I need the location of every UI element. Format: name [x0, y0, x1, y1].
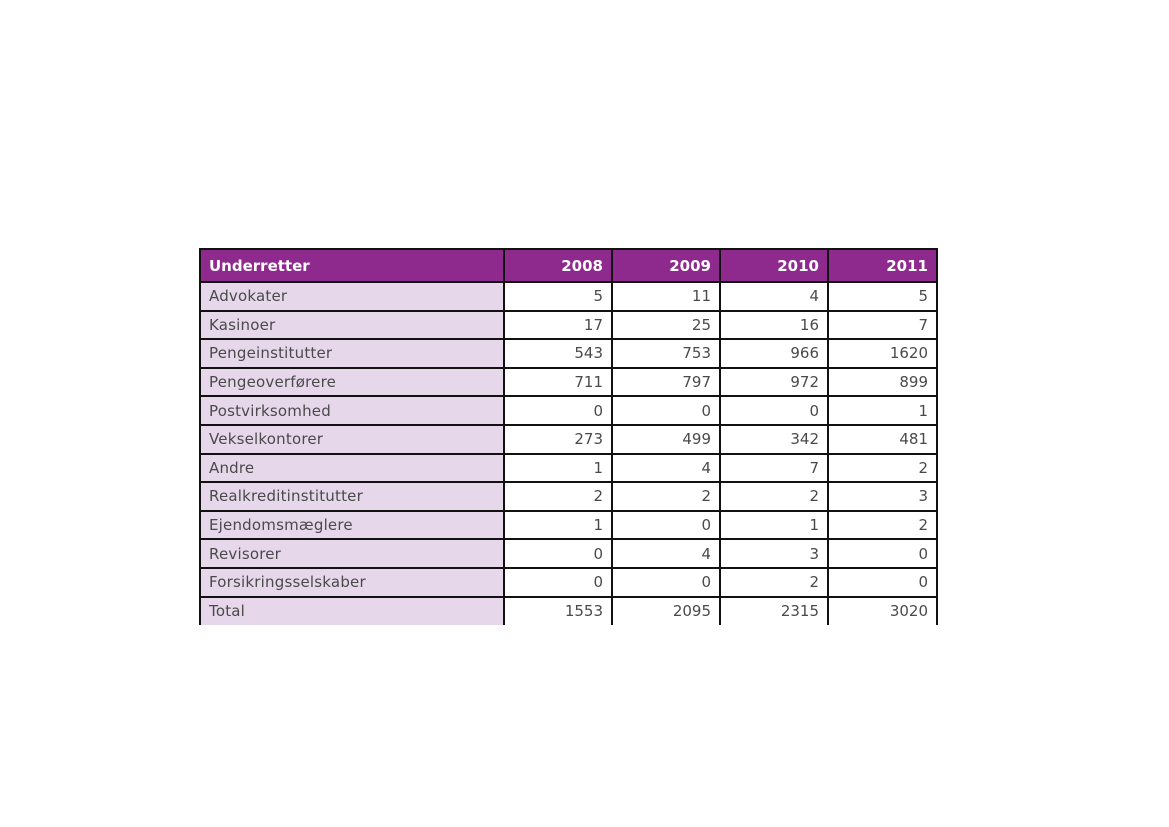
row-label: Advokater	[200, 282, 504, 311]
total-value: 1553	[504, 597, 612, 626]
total-row	[200, 597, 937, 626]
row-label: Ejendomsmæglere	[200, 511, 504, 540]
row-value: 0	[828, 539, 937, 568]
table-row	[200, 539, 937, 568]
row-label: Forsikringsselskaber	[200, 568, 504, 597]
row-value: 7	[720, 454, 828, 483]
table-row	[200, 368, 937, 397]
row-value: 1	[720, 511, 828, 540]
table-row	[200, 482, 937, 511]
row-value: 1	[504, 454, 612, 483]
header-row	[200, 249, 937, 282]
row-value: 342	[720, 425, 828, 454]
row-value: 5	[504, 282, 612, 311]
table-row	[200, 425, 937, 454]
row-value: 0	[612, 396, 720, 425]
header-label: Underretter	[200, 249, 504, 282]
row-value: 966	[720, 339, 828, 368]
row-value: 797	[612, 368, 720, 397]
row-value: 2	[612, 482, 720, 511]
row-value: 481	[828, 425, 937, 454]
table-row	[200, 454, 937, 483]
row-value: 16	[720, 311, 828, 340]
row-value: 1	[828, 396, 937, 425]
row-value: 2	[828, 511, 937, 540]
row-value: 7	[828, 311, 937, 340]
row-value: 1	[504, 511, 612, 540]
row-value: 0	[504, 396, 612, 425]
row-value: 25	[612, 311, 720, 340]
row-label: Kasinoer	[200, 311, 504, 340]
row-label: Andre	[200, 454, 504, 483]
row-label: Pengeoverførere	[200, 368, 504, 397]
row-value: 0	[828, 568, 937, 597]
total-value: 3020	[828, 597, 937, 626]
header-year: 2011	[828, 249, 937, 282]
row-value: 273	[504, 425, 612, 454]
row-value: 0	[612, 511, 720, 540]
row-value: 3	[720, 539, 828, 568]
row-label: Realkreditinstitutter	[200, 482, 504, 511]
row-value: 899	[828, 368, 937, 397]
table-row	[200, 568, 937, 597]
total-value: 2095	[612, 597, 720, 626]
row-label: Postvirksomhed	[200, 396, 504, 425]
row-value: 2	[828, 454, 937, 483]
total-label: Total	[200, 597, 504, 626]
row-label: Revisorer	[200, 539, 504, 568]
row-value: 11	[612, 282, 720, 311]
row-value: 4	[612, 454, 720, 483]
row-value: 543	[504, 339, 612, 368]
table-row	[200, 282, 937, 311]
row-value: 1620	[828, 339, 937, 368]
row-label: Vekselkontorer	[200, 425, 504, 454]
row-value: 4	[720, 282, 828, 311]
header-year: 2009	[612, 249, 720, 282]
table-row	[200, 511, 937, 540]
header-year: 2010	[720, 249, 828, 282]
table-row	[200, 339, 937, 368]
row-value: 2	[720, 482, 828, 511]
row-value: 0	[720, 396, 828, 425]
row-value: 972	[720, 368, 828, 397]
report-table	[199, 248, 938, 625]
row-label: Pengeinstitutter	[200, 339, 504, 368]
row-value: 5	[828, 282, 937, 311]
row-value: 4	[612, 539, 720, 568]
total-value: 2315	[720, 597, 828, 626]
row-value: 2	[504, 482, 612, 511]
row-value: 3	[828, 482, 937, 511]
report-table-container	[199, 248, 936, 625]
table-row	[200, 396, 937, 425]
row-value: 17	[504, 311, 612, 340]
table-row	[200, 311, 937, 340]
row-value: 499	[612, 425, 720, 454]
row-value: 2	[720, 568, 828, 597]
row-value: 753	[612, 339, 720, 368]
row-value: 0	[504, 568, 612, 597]
row-value: 711	[504, 368, 612, 397]
row-value: 0	[612, 568, 720, 597]
header-year: 2008	[504, 249, 612, 282]
row-value: 0	[504, 539, 612, 568]
